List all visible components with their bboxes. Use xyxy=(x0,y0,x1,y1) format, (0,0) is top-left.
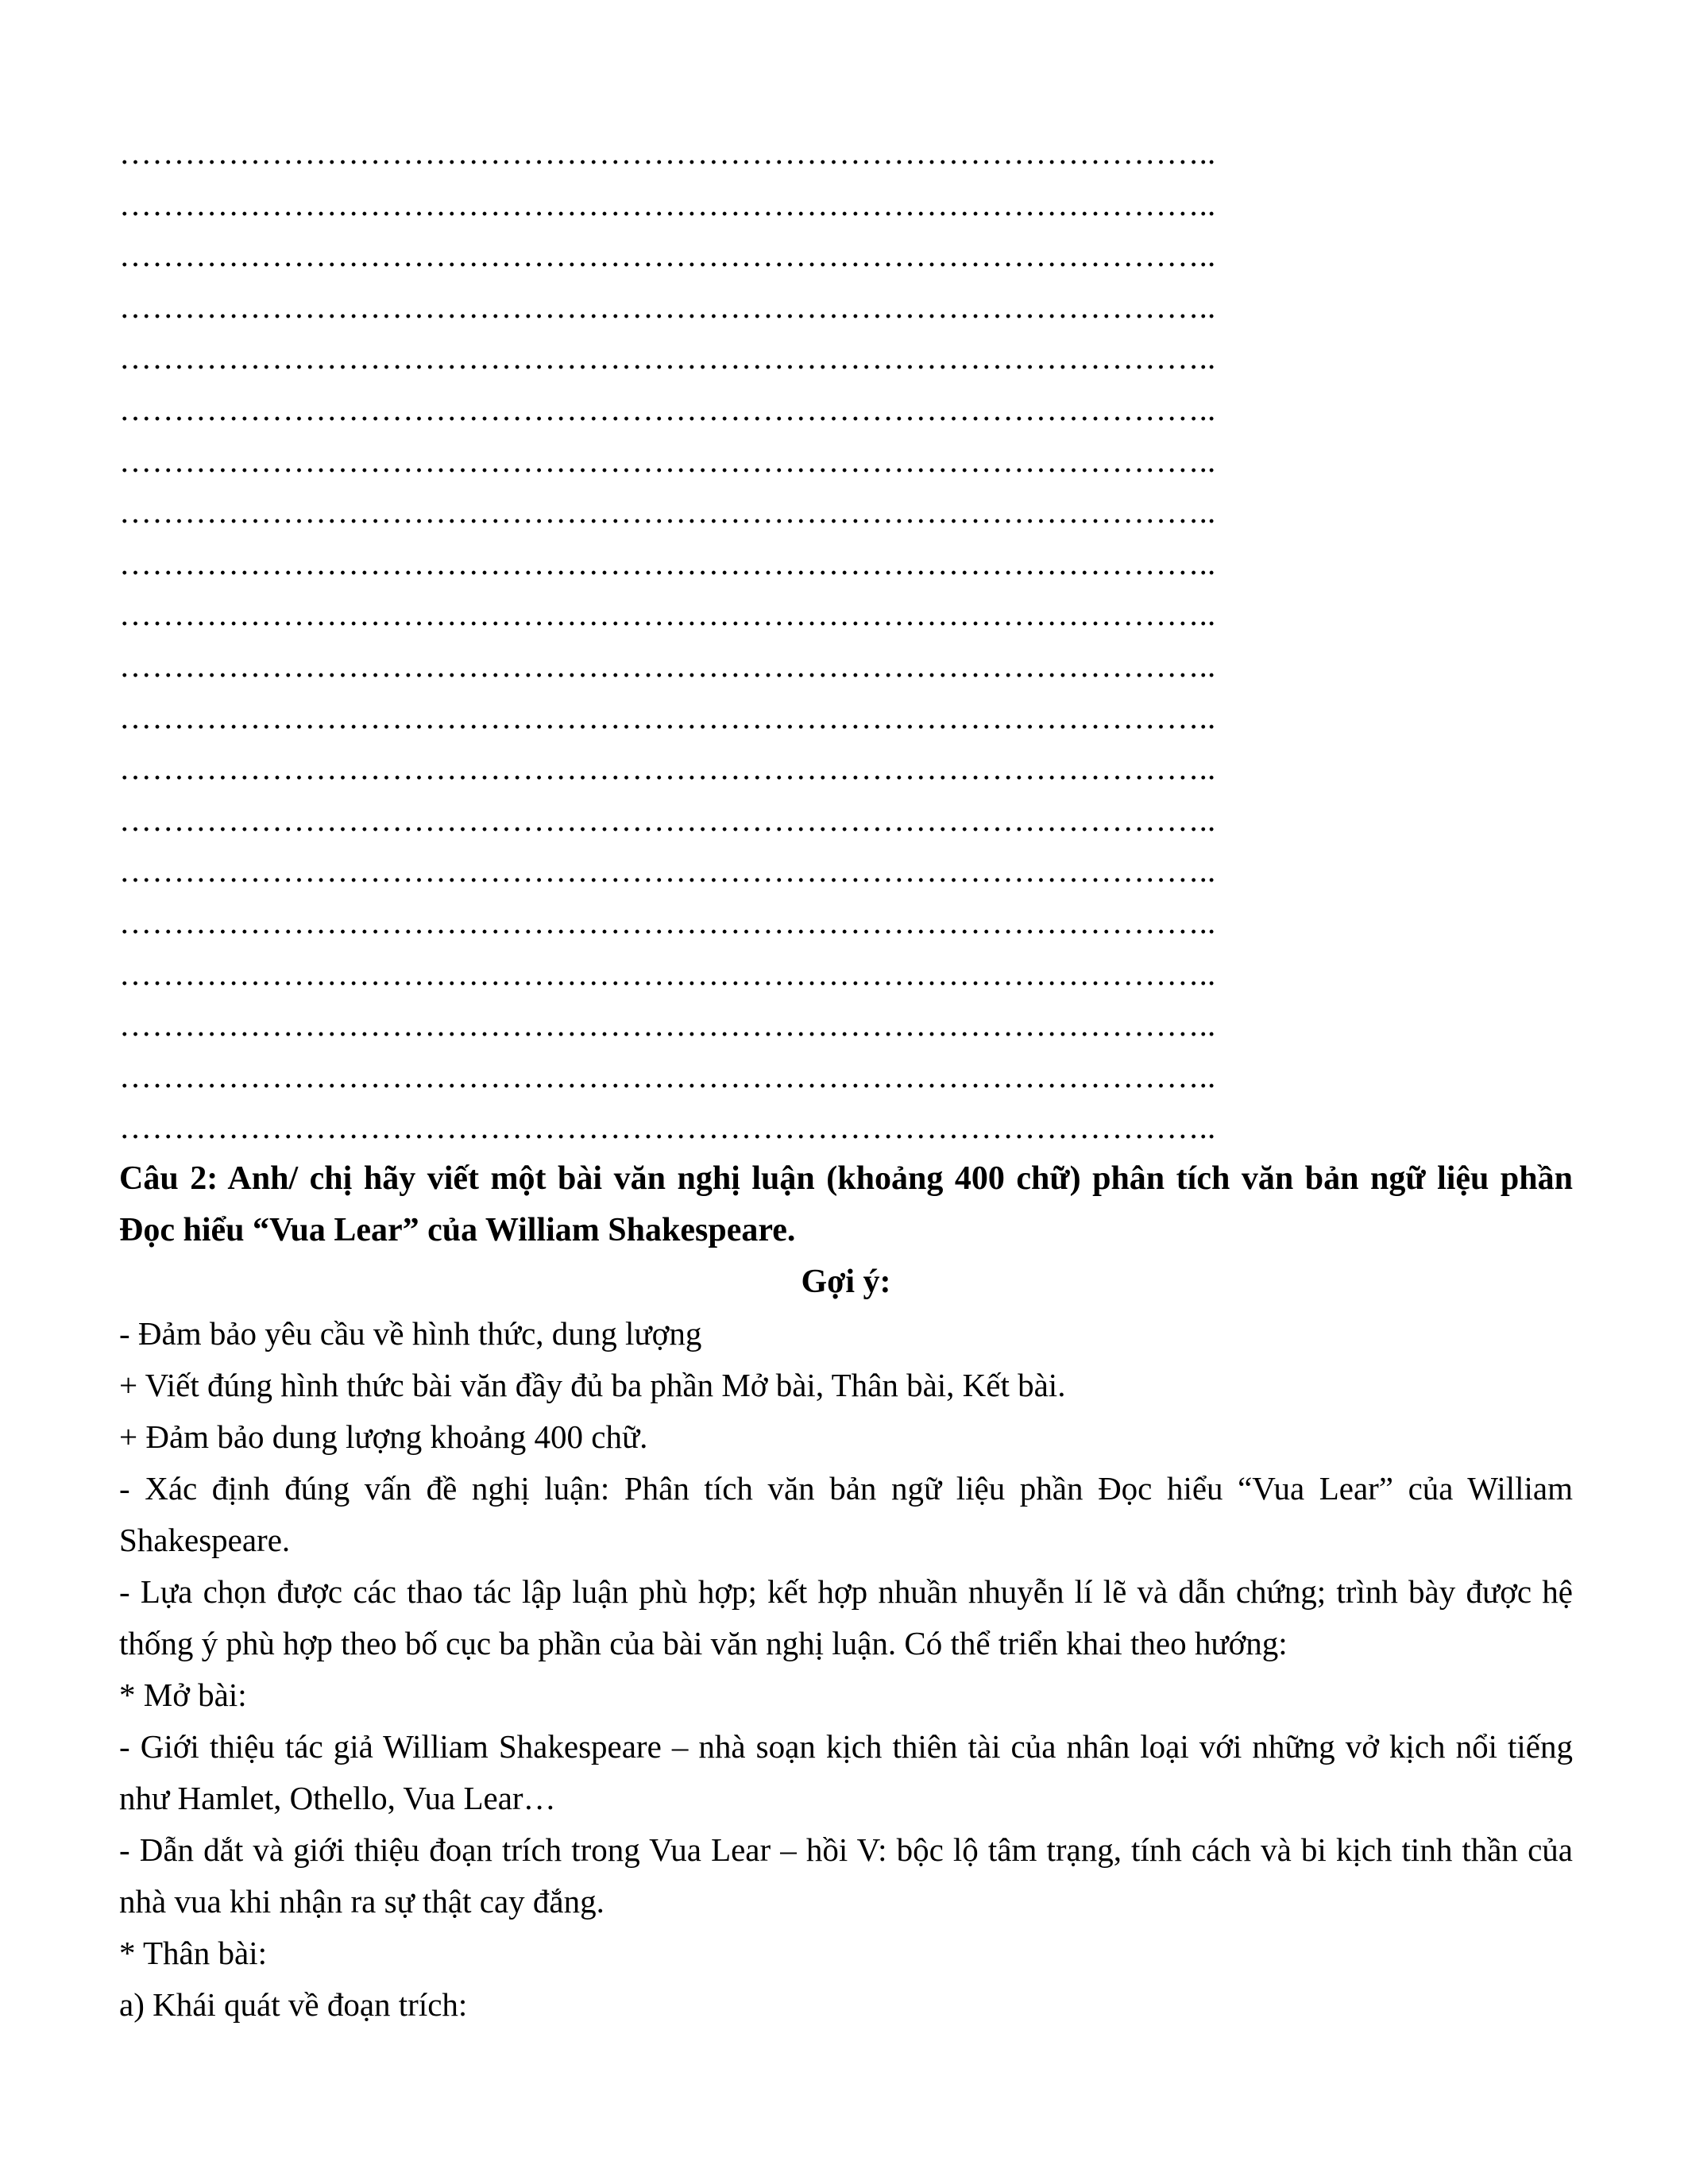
answer-line: ……………………………………………………………………………………….. xyxy=(119,185,1216,222)
hint-paragraph: * Mở bài: xyxy=(119,1676,247,1713)
hint-paragraph: + Viết đúng hình thức bài văn đầy đủ ba phần Mở bài, Thân bài, Kết bài. xyxy=(119,1366,1066,1403)
hint-paragraph: * Thân bài: xyxy=(119,1934,267,1971)
answer-line: ……………………………………………………………………………………….. xyxy=(119,750,1216,787)
answer-line: ……………………………………………………………………………………….. xyxy=(119,903,1216,940)
answer-line: ……………………………………………………………………………………….. xyxy=(119,596,1216,633)
answer-line: ……………………………………………………………………………………….. xyxy=(119,698,1216,735)
hint-title: Gợi ý: xyxy=(801,1263,891,1300)
answer-line: ……………………………………………………………………………………….. xyxy=(119,955,1216,992)
answer-line: ……………………………………………………………………………………….. xyxy=(119,852,1216,889)
answer-line: ……………………………………………………………………………………….. xyxy=(119,544,1216,581)
hint-paragraph: a) Khái quát về đoạn trích: xyxy=(119,1985,468,2023)
answer-line: ……………………………………………………………………………………….. xyxy=(119,1109,1216,1146)
answer-line: ……………………………………………………………………………………….. xyxy=(119,134,1216,171)
answer-line: ……………………………………………………………………………………….. xyxy=(119,237,1216,274)
answer-line: ……………………………………………………………………………………….. xyxy=(119,390,1216,427)
hint-paragraph: - Đảm bảo yêu cầu về hình thức, dung lượng xyxy=(119,1314,702,1352)
answer-line: ……………………………………………………………………………………….. xyxy=(119,646,1216,684)
answer-line: ……………………………………………………………………………………….. xyxy=(119,1057,1216,1094)
hint-paragraph: - Xác định đúng vấn đề nghị luận: Phân tích văn bản ngữ liệu phần Đọc hiểu “Vua Lear” của William Shakespeare. xyxy=(119,1469,1573,1558)
answer-line: ……………………………………………………………………………………….. xyxy=(119,1006,1216,1044)
answer-line: ……………………………………………………………………………………….. xyxy=(119,339,1216,376)
answer-line: ……………………………………………………………………………………….. xyxy=(119,801,1216,838)
answer-line: ……………………………………………………………………………………….. xyxy=(119,287,1216,325)
hint-paragraph: - Dẫn dắt và giới thiệu đoạn trích trong Vua Lear – hồi V: bộc lộ tâm trạng, tính cách và bi kịch tinh thần của nhà vua khi nhận ra sự thật cay đắng. xyxy=(119,1831,1573,1920)
hint-paragraph: + Đảm bảo dung lượng khoảng 400 chữ. xyxy=(119,1418,648,1455)
hint-paragraph: - Giới thiệu tác giả William Shakespeare – nhà soạn kịch thiên tài của nhân loại với những vở kịch nổi tiếng như Hamlet, Othello, Vua Lear… xyxy=(119,1727,1573,1816)
question-2: Câu 2: Anh/ chị hãy viết một bài văn nghị luận (khoảng 400 chữ) phân tích văn bản ngữ liệu phần Đọc hiểu “Vua Lear” của William Shakespeare. xyxy=(119,1160,1573,1248)
answer-lines xyxy=(119,127,1573,1153)
document-page xyxy=(119,127,1573,2031)
hint-paragraph: - Lựa chọn được các thao tác lập luận phù hợp; kết hợp nhuần nhuyễn lí lẽ và dẫn chứng; trình bày được hệ thống ý phù hợp theo bố cục ba phần của bài văn nghị luận. Có thể triển khai theo hướng: xyxy=(119,1572,1573,1661)
answer-line: ……………………………………………………………………………………….. xyxy=(119,493,1216,531)
answer-line: ……………………………………………………………………………………….. xyxy=(119,442,1216,479)
